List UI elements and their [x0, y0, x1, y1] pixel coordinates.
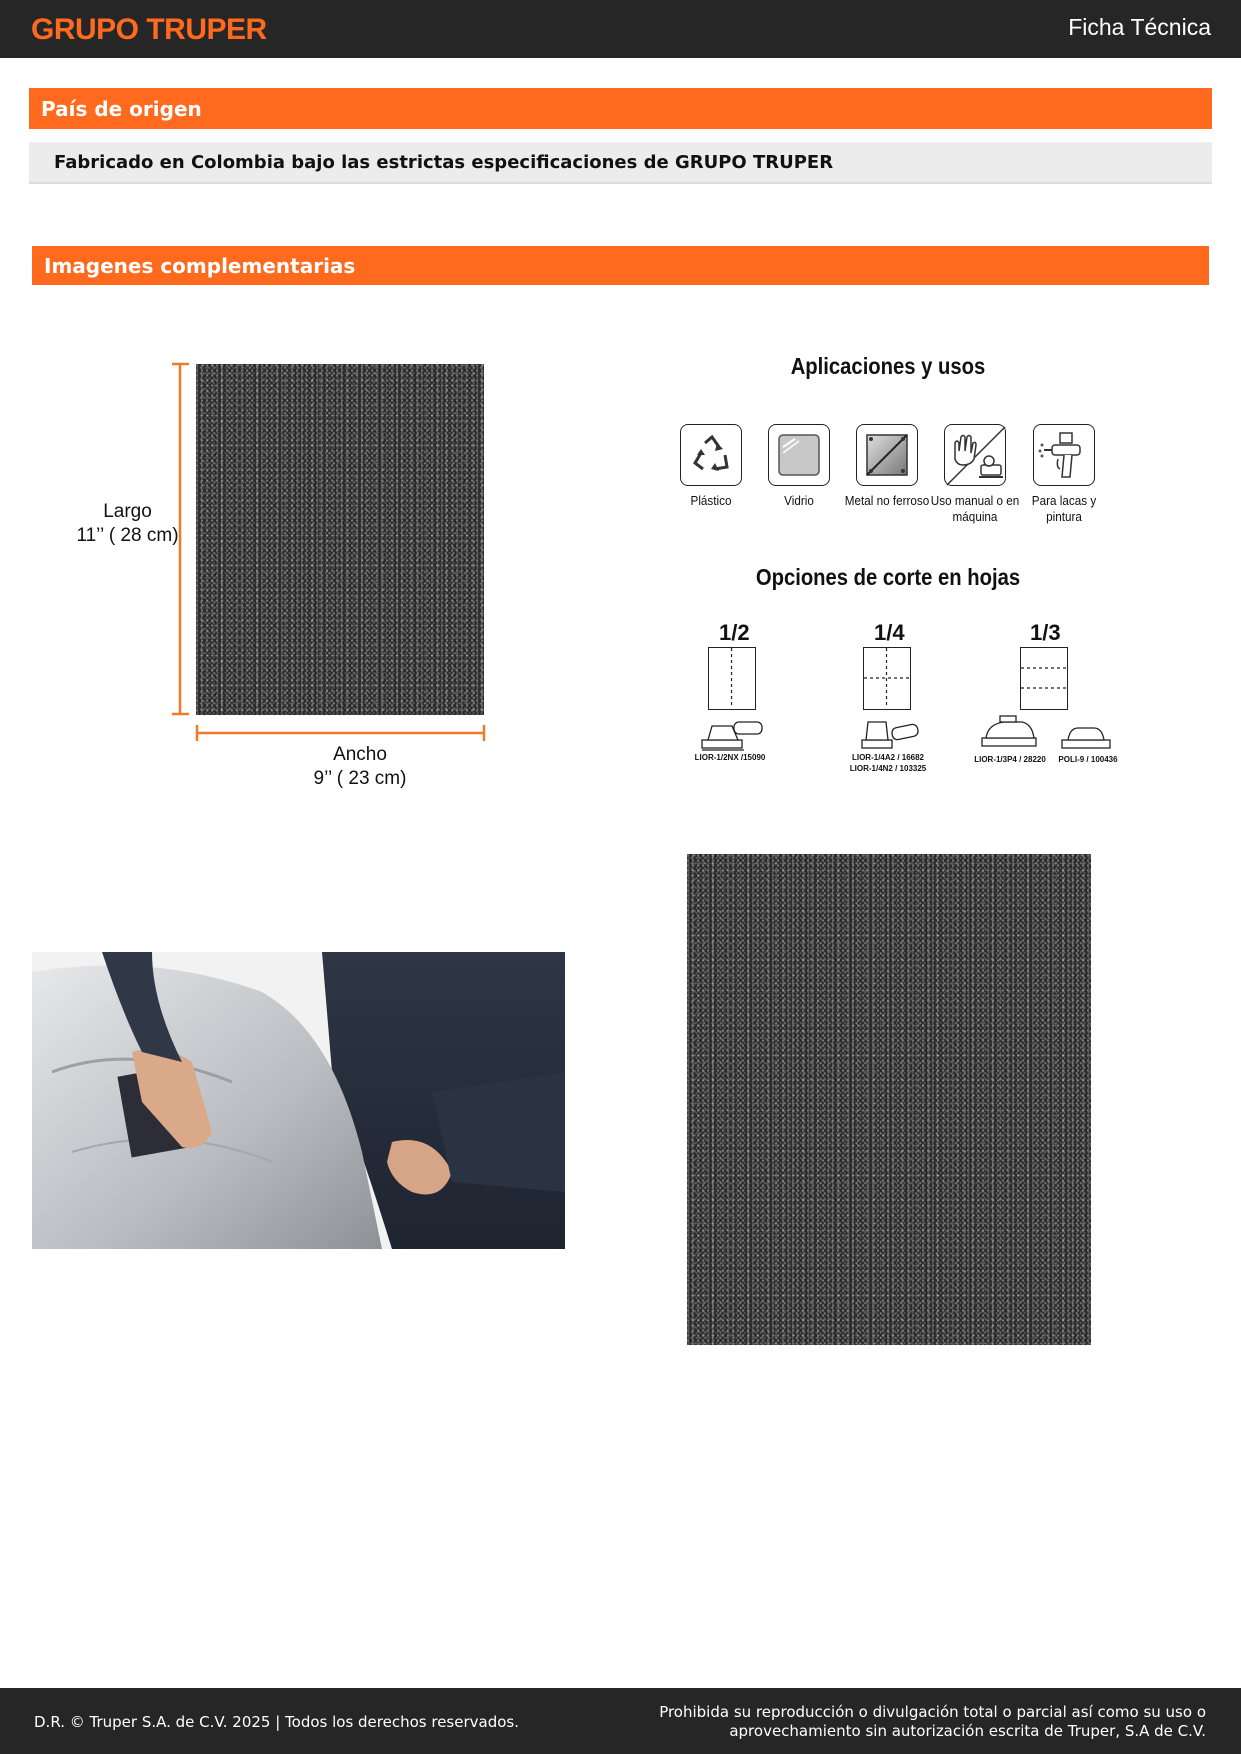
document-type: Ficha Técnica: [1068, 14, 1211, 40]
fraction-quarter: 1/4: [874, 620, 905, 645]
application-label-manual: Uso manual o en máquina: [930, 493, 1020, 524]
disclaimer-text: [586, 1703, 1206, 1741]
machine-code: LIOR-1/4N2 / 103325: [849, 764, 927, 773]
length-label: Largo: [103, 501, 152, 522]
machine-code: LIOR-1/2NX /15090: [694, 753, 766, 762]
sander-machine-icon: [698, 714, 768, 754]
glass-icon: [768, 424, 830, 486]
metal-plate-icon: [856, 424, 918, 486]
hand-sander-icon: [944, 424, 1006, 486]
machine-code: LIOR-1/3P4 / 28220: [974, 755, 1046, 764]
cut-options-title: Opciones de corte en hojas: [755, 564, 1021, 590]
machine-code: POLI-9 / 100436: [1058, 755, 1118, 764]
origin-statement: Fabricado en Colombia bajo las estrictas especificaciones de GRUPO TRUPER: [29, 142, 1212, 184]
sanding-bumper-photo: [32, 952, 565, 1249]
cut-sheet-third: [1020, 647, 1068, 710]
width-label: Ancho: [333, 744, 387, 765]
recycle-icon: [680, 424, 742, 486]
sander-machine-icon: [978, 714, 1040, 752]
application-label-plastic: Plástico: [690, 493, 732, 508]
copyright-text: D.R. © Truper S.A. de C.V. 2025 | Todos los derechos reservados.: [34, 1713, 519, 1731]
fraction-third: 1/3: [1030, 620, 1061, 645]
brand-logo: GRUPO TRUPER: [31, 13, 267, 46]
application-label-glass: Vidrio: [784, 493, 814, 508]
cut-sheet-quarter: [863, 647, 911, 710]
sandpaper-closeup-image: [687, 854, 1091, 1345]
fraction-half: 1/2: [719, 620, 750, 645]
sander-machine-icon: [858, 714, 928, 754]
section-title-images: Imagenes complementarias: [32, 246, 1209, 285]
page-footer: [0, 1688, 1241, 1754]
application-label-metal: Metal no ferroso: [844, 493, 930, 508]
machine-code: LIOR-1/4A2 / 16682: [851, 753, 925, 762]
disclaimer-line: aprovechamiento sin autorización escrita de Truper, S.A de C.V.: [729, 1722, 1206, 1740]
spray-gun-icon: [1033, 424, 1095, 486]
width-value: 9’’ ( 23 cm): [313, 768, 407, 789]
section-title-origin: País de origen: [29, 88, 1212, 129]
application-label-paint: Para lacas y pintura: [1031, 493, 1097, 524]
sanding-block-icon: [1058, 724, 1114, 752]
cut-sheet-half: [708, 647, 756, 710]
length-value: 11’’ ( 28 cm): [76, 525, 179, 546]
applications-title: Aplicaciones y usos: [790, 353, 986, 379]
disclaimer-line: Prohibida su reproducción o divulgación total o parcial así como su uso o: [659, 1703, 1206, 1721]
